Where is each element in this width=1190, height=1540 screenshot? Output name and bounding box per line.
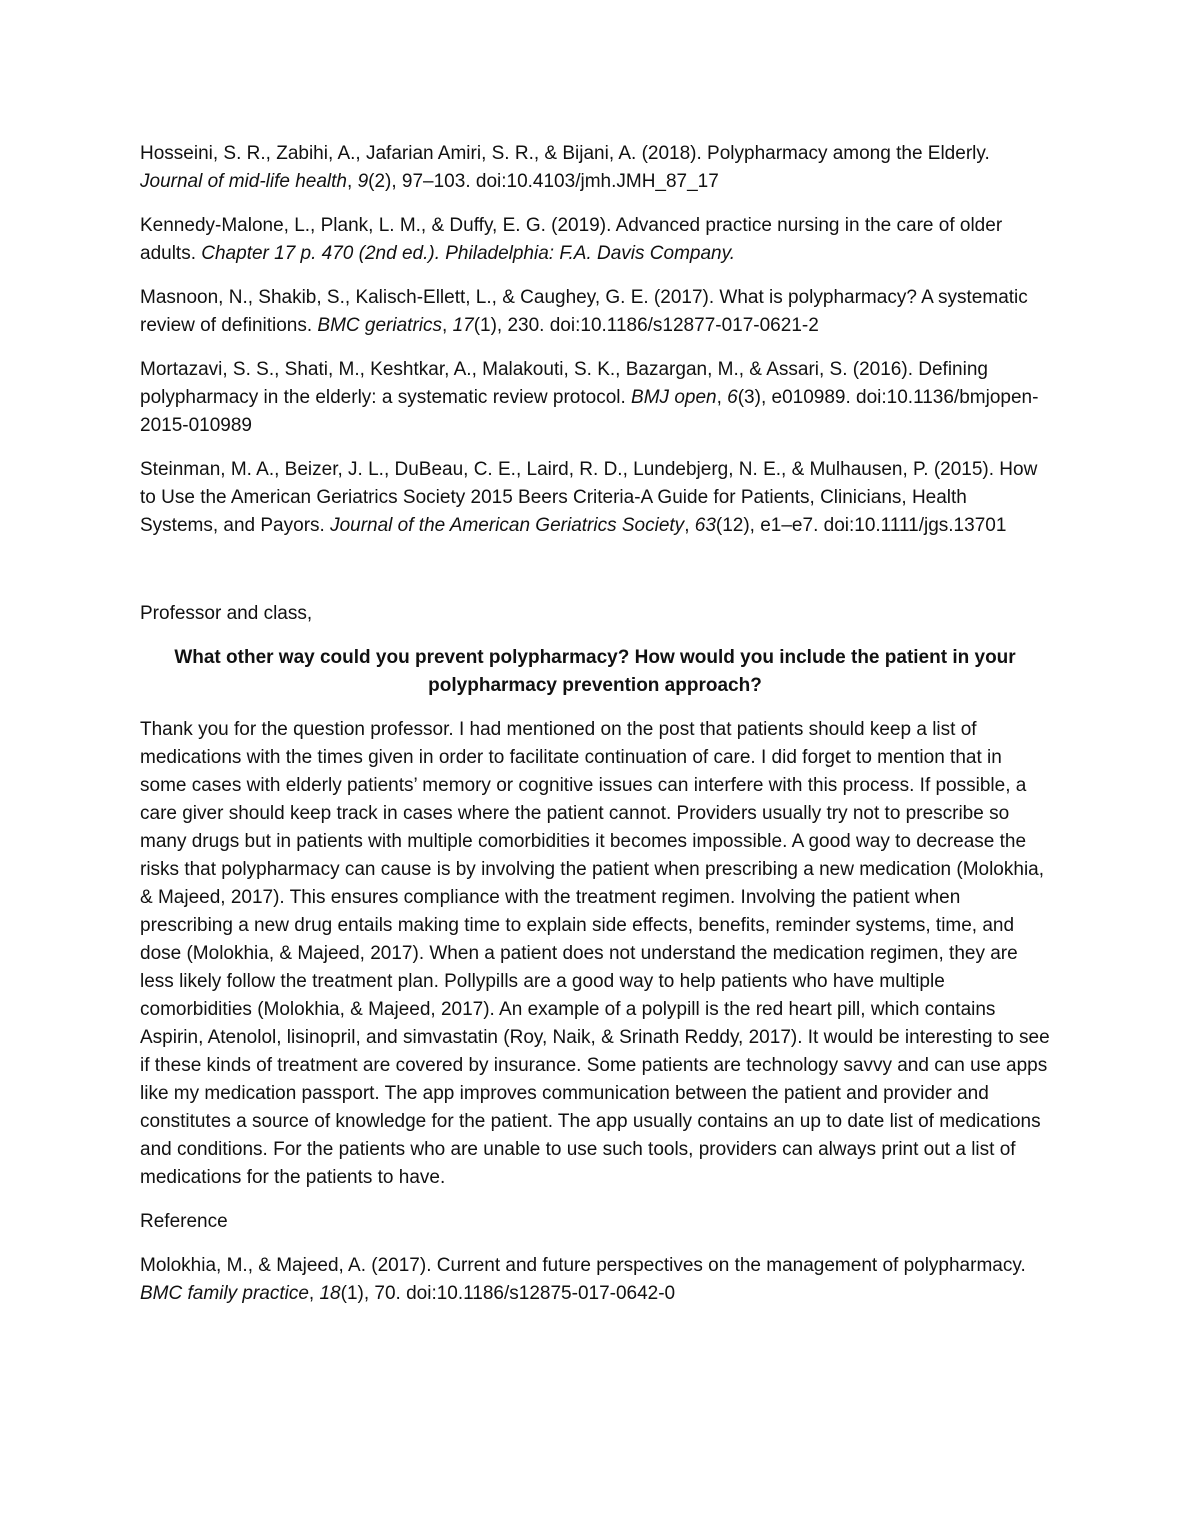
reference-authors-title: Hosseini, S. R., Zabihi, A., Jafarian Amiri, S. R., & Bijani, A. (2018). Polypharmacy among the Elderly.	[140, 143, 990, 164]
reference-journal: Journal of the American Geriatrics Society	[330, 515, 685, 536]
reference-journal: Journal of mid-life health	[140, 171, 347, 192]
reference-authors-title: Masnoon, N., Shakib, S., Kalisch-Ellett, L., & Caughey, G. E. (2017). What is polypharmacy? A systematic review of definitions.	[140, 287, 1028, 336]
reference-authors-title: Mortazavi, S. S., Shati, M., Keshtkar, A., Malakouti, S. K., Bazargan, M., & Assari, S. (2016). Defining polypharmacy in the elderly: a systematic review protocol.	[140, 359, 988, 408]
reference-issue-pages: (12), e1–e7. doi:10.1111/jgs.13701	[715, 515, 1007, 536]
reference-entry-mortazavi: Mortazavi, S. S., Shati, M., Keshtkar, A., Malakouti, S. K., Bazargan, M., & Assari, S. (2016). Defining polypharmacy in the elderly: a systematic review protocol. BMJ open, 6(3), e010989. doi:10.1136/bmjopen-2015-010989	[140, 359, 1039, 436]
reference-volume: 9	[357, 171, 369, 192]
reference-volume: 6	[727, 387, 738, 408]
reference-volume: 63	[694, 515, 716, 536]
section-spacer	[140, 556, 1050, 600]
reference-volume: 18	[319, 1283, 341, 1304]
response-paragraph: Thank you for the question professor. I had mentioned on the post that patients should keep a list of medications with the times given in order to facilitate continuation of care. I did forget to mention that in some cases with elderly patients’ memory or cognitive issues can interfere with this process. If possible, a care giver should keep track in cases where the patient cannot. Providers usually try not to prescribe so many drugs but in patients with multiple comorbidities it becomes impossible. A good way to decrease the risks that polypharmacy can cause is by involving the patient when prescribing a new medication (Molokhia, & Majeed, 2017). This ensures compliance with the treatment regimen. Involving the patient when prescribing a new drug entails making time to explain side effects, benefits, reminder systems, time, and dose (Molokhia, & Majeed, 2017). When a patient does not understand the medication regimen, they are less likely follow the treatment plan. Pollypills are a good way to help patients who have multiple comorbidities (Molokhia, & Majeed, 2017). An example of a polypill is the red heart pill, which contains Aspirin, Atenolol, lisinopril, and simvastatin (Roy, Naik, & Srinath Reddy, 2017). It would be interesting to see if these kinds of treatment are covered by insurance. Some patients are technology savvy and can use apps like my medication passport. The app improves communication between the patient and provider and constitutes a source of knowledge for the patient. The app usually contains an up to date list of medications and conditions. For the patients who are unable to use such tools, providers can always print out a list of medications for the patients to have.	[140, 719, 1050, 1188]
reference-authors-title: Steinman, M. A., Beizer, J. L., DuBeau, C. E., Laird, R. D., Lundebjerg, N. E., & Mulhausen, P. (2015). How to Use the American Geriatrics Society 2015 Beers Criteria-A Guide for Patients, Clinicians, Health Systems, and Payors.	[140, 459, 1038, 536]
reference-entry-molokhia: Molokhia, M., & Majeed, A. (2017). Current and future perspectives on the management of polypharmacy. BMC family practice, 18(1), 70. doi:10.1186/s12875-017-0642-0	[140, 1255, 1026, 1304]
reference-issue-pages: (1), 70. doi:10.1186/s12875-017-0642-0	[340, 1283, 676, 1304]
reference-journal: BMC family practice	[140, 1283, 309, 1304]
reference-issue-pages: (3), e010989. doi:10.1136/bmjopen-2015-010989	[140, 387, 1039, 436]
reference-journal: Chapter 17 p. 470 (2nd ed.). Philadelphia: F.A. Davis Company.	[201, 243, 735, 264]
reference-entry-hosseini: Hosseini, S. R., Zabihi, A., Jafarian Amiri, S. R., & Bijani, A. (2018). Polypharmacy among the Elderly. Journal of mid-life health, 9(2), 97–103. doi:10.4103/jmh.JMH_87_17	[140, 143, 990, 192]
reference-entry-masnoon: Masnoon, N., Shakib, S., Kalisch-Ellett, L., & Caughey, G. E. (2017). What is polypharmacy? A systematic review of definitions. BMC geriatrics, 17(1), 230. doi:10.1186/s12877-017-0621-2	[140, 287, 1028, 336]
reference-entry-kennedy-malone	[140, 212, 1050, 268]
reference-volume: 17	[452, 315, 474, 336]
reference-authors-title: Molokhia, M., & Majeed, A. (2017). Current and future perspectives on the management of polypharmacy.	[140, 1255, 1026, 1276]
reference-issue-pages: (2), 97–103. doi:10.4103/jmh.JMH_87_17	[368, 171, 719, 192]
reference-heading: Reference	[140, 1211, 228, 1232]
greeting: Professor and class,	[140, 603, 313, 624]
reference-authors-title: Kennedy-Malone, L., Plank, L. M., & Duffy, E. G. (2019). Advanced practice nursing in the care of older adults.	[140, 215, 1003, 264]
document-page	[140, 140, 1050, 1324]
discussion-question: What other way could you prevent polypharmacy? How would you include the patient in your polypharmacy prevention approach?	[174, 647, 1016, 696]
reference-journal: BMJ open	[631, 387, 717, 408]
reference-journal: BMC geriatrics	[317, 315, 442, 336]
reference-entry-steinman: Steinman, M. A., Beizer, J. L., DuBeau, C. E., Laird, R. D., Lundebjerg, N. E., & Mulhausen, P. (2015). How to Use the American Geriatrics Society 2015 Beers Criteria-A Guide for Patients, Clinicians, Health Systems, and Payors. Journal of the American Geriatrics Society, 63(12), e1–e7. doi:10.1111/jgs.13701	[140, 459, 1038, 536]
reference-issue-pages: (1), 230. doi:10.1186/s12877-017-0621-2	[473, 315, 819, 336]
